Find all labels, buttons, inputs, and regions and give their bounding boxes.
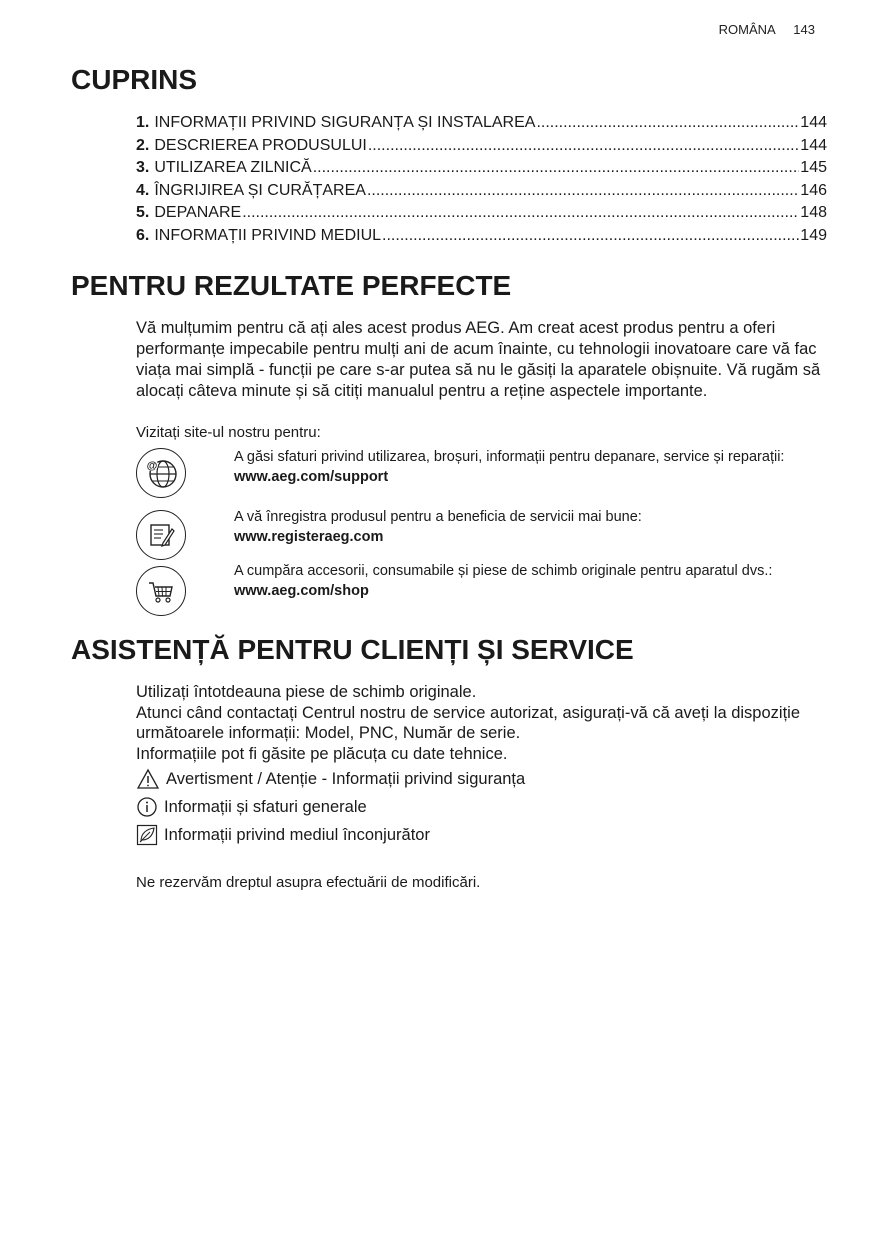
support-link[interactable]: www.aeg.com/support [234, 468, 389, 485]
toc-item-page: 144 [800, 114, 827, 131]
toc-item-page: 144 [800, 136, 827, 154]
svg-text:@: @ [146, 460, 158, 472]
toc-item[interactable]: 3. UTILIZAREA ZILNICĂ ..... 145 [136, 157, 827, 180]
toc-item[interactable]: 2. DESCRIEREA PRODUSULUI ..... 144 [136, 135, 827, 158]
toc-item-label: INFORMAȚII PRIVIND SIGURANȚA ȘI INSTALAREA [154, 114, 536, 131]
register-icon [136, 510, 186, 560]
leaf-icon [136, 824, 158, 846]
disclaimer-note: Ne rezervăm dreptul asupra efectuării de modificări. [136, 874, 481, 891]
table-of-contents [136, 112, 827, 247]
page-number: 143 [793, 22, 815, 37]
legend-environment: Informații privind mediul înconjurător [136, 824, 430, 846]
toc-item[interactable]: 4. ÎNGRIJIREA ȘI CURĂȚAREA ..... 146 [136, 180, 827, 203]
toc-item-label: DEPANARE [154, 204, 242, 221]
cart-icon [136, 566, 186, 616]
toc-item-label: DESCRIEREA PRODUSULUI [154, 136, 367, 154]
service-paragraph: Utilizați întotdeauna piese de schimb originale. Atunci când contactați Centrul nostru de service autorizat, asigurați-vă că aveți la dispoziție următoarele informații: Model, PNC, Număr de serie. Informațiile pot fi găsite pe plăcuța cu date tehnice. [136, 683, 801, 763]
legend-warning: Avertisment / Atenție - Informații privind siguranța [136, 768, 525, 790]
intro-paragraph: Vă mulțumim pentru că ați ales acest produs AEG. Am creat acest produs pentru a oferi performanțe impecabile pentru mulți ani de acum înainte, cu tehnologii inovatoare care vă fac viața mai simplă - funcții pe care s-ar putea să nu le găsiți la aparatele obișnuite. Vă rugăm să alocați câteva minute și să citiți manualul pentru a reține aspectele importante. [136, 319, 821, 400]
legend-info: Informații și sfaturi generale [136, 796, 367, 818]
info-icon [136, 796, 158, 818]
toc-item-page: 145 [800, 159, 827, 176]
section-title-perfect-results: PENTRU REZULTATE PERFECTE [71, 270, 512, 301]
toc-item-page: 148 [800, 204, 827, 221]
toc-title: CUPRINS [71, 64, 198, 95]
toc-item-page: 146 [800, 181, 827, 199]
toc-item-label: UTILIZAREA ZILNICĂ [154, 159, 312, 176]
visit-site-label: Vizitați site-ul nostru pentru: [136, 424, 321, 441]
toc-item[interactable]: 1. INFORMAȚII PRIVIND SIGURANȚA ȘI INSTALAREA ..... 144 [136, 112, 827, 135]
toc-item[interactable]: 5. DEPANARE ..... 148 [136, 202, 827, 225]
section-title-customer-service: ASISTENȚĂ PENTRU CLIENȚI ȘI SERVICE [71, 634, 634, 665]
toc-item-label: ÎNGRIJIREA ȘI CURĂȚAREA [154, 181, 366, 199]
toc-item[interactable]: 6. INFORMAȚII PRIVIND MEDIUL ..... 149 [136, 225, 827, 248]
toc-item-page: 149 [800, 226, 827, 244]
shop-link[interactable]: www.aeg.com/shop [234, 582, 369, 599]
register-link[interactable]: www.registeraeg.com [234, 528, 384, 545]
toc-item-label: INFORMAȚII PRIVIND MEDIUL [154, 226, 382, 244]
language-label: ROMÂNA [718, 22, 776, 37]
globe-icon [136, 448, 186, 498]
warning-icon [136, 768, 160, 790]
page-header [719, 22, 815, 37]
